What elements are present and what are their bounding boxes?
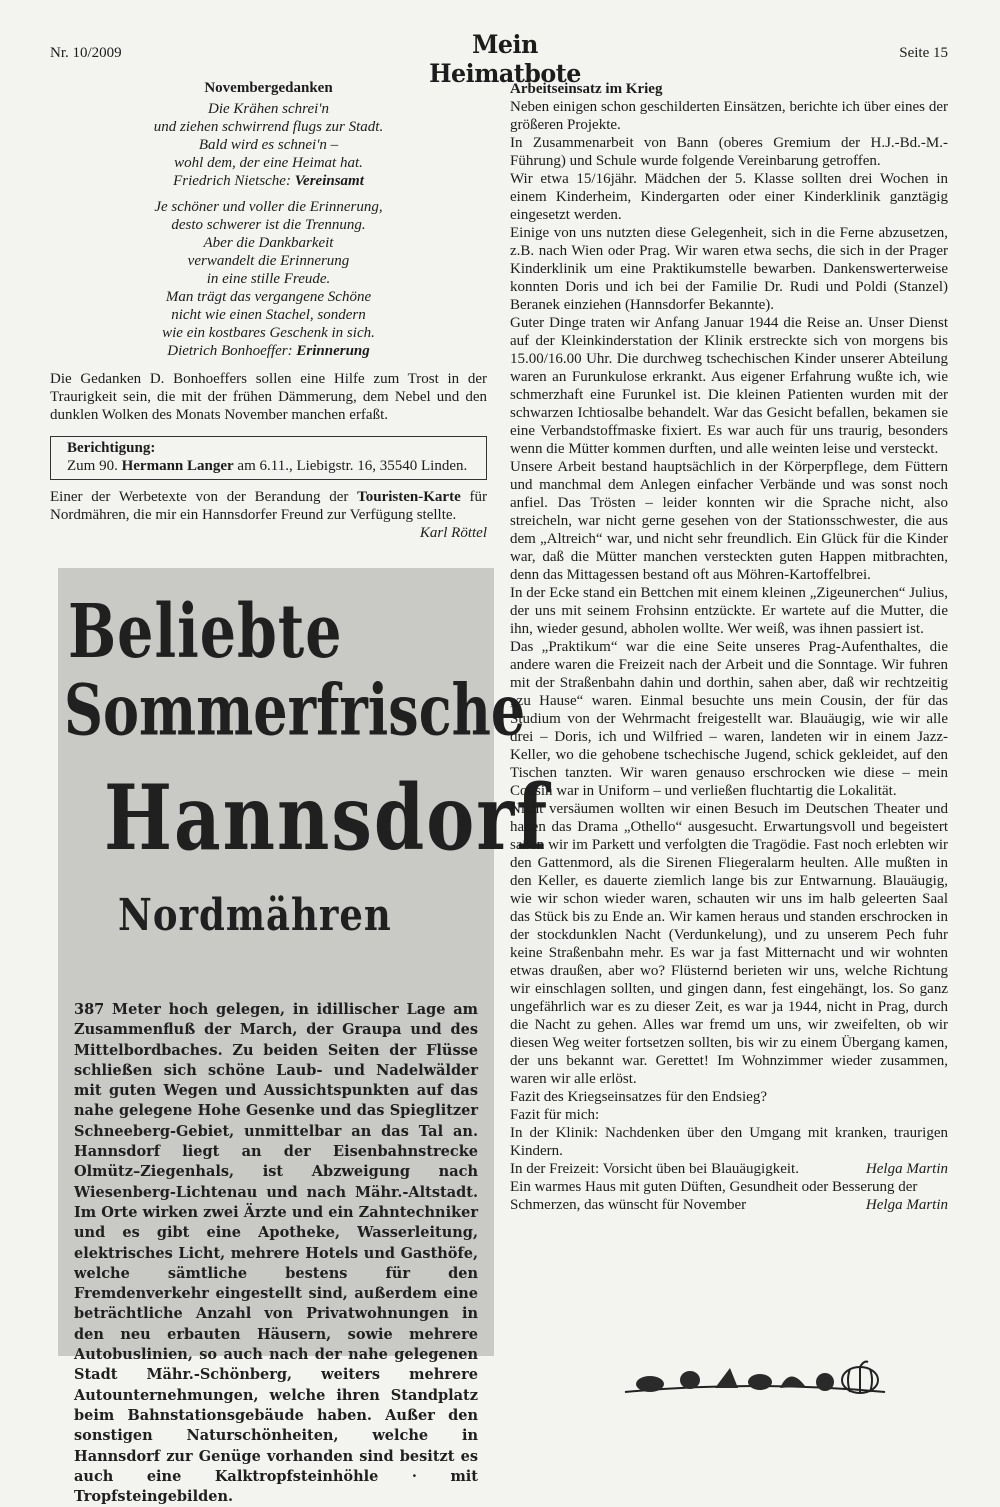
author-signature: Helga Martin — [865, 1161, 948, 1177]
signature-line-1 — [510, 1160, 948, 1178]
article-paragraph: Fazit des Kriegseinsatzes für den Endsieg? — [510, 1089, 767, 1105]
poem-line: und ziehen schwirrend flugs zur Stadt. — [153, 119, 384, 135]
ad-intro-post: für Nordmähren, die mir ein Hannsdorfer Freund zur Verfügung stellte. — [50, 489, 487, 523]
poem-line: Die Krähen schrei'n — [208, 101, 329, 117]
left-column — [50, 80, 487, 542]
poem-stanza-1 — [50, 100, 487, 190]
correction-name: Hermann Langer — [121, 458, 234, 474]
author-signature: Helga Martin — [865, 1197, 948, 1213]
poem-work: Erinnerung — [296, 343, 370, 359]
article-paragraph: Das „Praktikum“ war die eine Seite unseres Prag-Aufenthaltes, die andere waren die Freizeit nach der Arbeit und die Sonntage. Wir fuhren mit der Straßenbahn dahin und dorthin, sahen aber, daß wir rechtzeitig „zu Hause“ waren. Einmal besuchte uns mein Cousin, der für das Studium von der Wehrmacht freigestellt war. Blauäugig, wie wir alle drei – Doris, ich und Wilfried – waren, landeten wir in einem Jazz-Keller, wo die gehobene tschechische Jugend, schick gekleidet, auf den Tischen tanzten. Wir waren genauso erschrocken wie diese – mein Cousin war in Uniform – und verließen fluchtartig die Lokalität. — [510, 639, 948, 799]
closing-text-1: In der Freizeit: Vorsicht üben bei Blauäugigkeit. — [510, 1161, 799, 1177]
correction-text — [67, 457, 476, 475]
advertisement-image — [58, 568, 550, 1506]
ad-intro — [50, 488, 487, 542]
correction-post: am 6.11., Liebigstr. 16, 35540 Linden. — [233, 458, 468, 474]
bonhoeffer-paragraph: Die Gedanken D. Bonhoeffers sollen eine Hilfe zum Trost in der Traurigkeit sein, die mit der frühen Dämmerung, dem Nebel und den dunklen Wolken des Monats November manchen erfaßt. — [50, 371, 487, 423]
poem-block — [50, 100, 487, 360]
poem-line: desto schwerer ist die Trennung. — [171, 217, 366, 233]
article-paragraph: Fazit für mich: — [510, 1107, 600, 1123]
poem-line: Je schöner und voller die Erinnerung, — [154, 199, 383, 215]
article-paragraph: Guter Dinge traten wir Anfang Januar 1944 die Reise an. Unser Dienst auf der Kleinkinderstation der Klinik erstreckte sich von morgens bis 15.00/16.00 Uhr. Die durchweg tschechischen Kinder unserer Abteilung waren an Furunkulose erkrankt. Aus eigener Erfahrung wußte ich, wie schmerzhaft eine Furunkel ist. Die kleinen Patienten wurden mit der schwarzen Ichtiosalbe behandelt. War das Gesicht befallen, bekamen sie eine Verbandstoffmaske fixiert. Es war auch für uns traurig, besonders wenn die Mütter kommen durften, und alle weinten leise und versteckt. — [510, 315, 948, 457]
ad-headline-2: Sommerfrische — [64, 668, 526, 752]
article-paragraph: In Zusammenarbeit von Bann (oberes Gremium der H.J.-Bd.-M.-Führung) und Schule wurde folgende Vereinbarung getroffen. — [510, 135, 948, 169]
closing-line: Ein warmes Haus mit guten Düften, Gesundheit oder Besserung der — [510, 1179, 918, 1195]
correction-box — [50, 436, 487, 480]
ad-intro-bold: Touristen-Karte — [357, 489, 461, 505]
poem-line: wie ein kostbares Geschenk in sich. — [162, 325, 375, 341]
article-paragraph: Wir etwa 15/16jähr. Mädchen der 5. Klasse sollten drei Wochen in einem Kinderheim, Kindergarten oder einer Kinderklinik ganztägig eingesetzt werden. — [510, 171, 948, 223]
closing-text-2: Schmerzen, das wünscht für November — [510, 1197, 747, 1213]
article-paragraph: Unsere Arbeit bestand hauptsächlich in der Körperpflege, dem Füttern und manchmal dem Anlegen einfacher Verbände und was sonst noch anfiel. Das Trösten – leider konnten wir die Sprache nicht, also streicheln, war nicht gerne gesehen von der Stationsschwester, die aus dem „Altreich“ war, und nicht sehr freundlich. Ein Glück für die Kinder war, daß die Mütter manchen versteckten guten Happen mitbrachten, denn das Mittagessen bestand oft aus Möhren-Kartoffelbrei. — [510, 459, 948, 583]
ad-headline-3: Hannsdorf — [104, 764, 550, 871]
ad-body-text: 387 Meter hoch gelegen, in idillischer Lage am Zusammenfluß der March, der Graupa und des Mittelbordbaches. Zu beiden Seiten der Flüsse schließen sich schöne Laub- und Nadelwälder mit guten Wegen und Aussichtspunkten auf das nahe gelegene Hohe Gesenke und das Spieglitzer Schneeberg-Gebiet, unmittelbar an das Tal an. Hannsdorf liegt an der Eisenbahnstrecke Olmütz–Ziegenhals, ist Abzweigung nach Wiesenberg-Lichtenau und nach Mähr.-Altstadt. Im Orte wirken zwei Ärzte und ein Zahntechniker und es gibt eine Apotheke, Wasserleitung, elektrisches Licht, mehrere Hotels und Gasthöfe, welche sämtliche bestens für den Fremdenverkehr eingestellt sind, außerdem eine beträchtliche Anzahl von Privatwohnungen in den neu erbauten Häusern, sowie mehrere Autobuslinien, so auch nach der nahe gelegenen Stadt Mähr.-Schönberg, weiters mehrere Autounternehmungen, welche ihren Standplatz beim Bahnstationsgebäude haben. Außer den sonstigen Naturschönheiten, welche in Hannsdorf zur Genüge vorhanden sind besitzt es auch eine Kalktropfsteinhöhle · mit Tropfsteingebilden. — [74, 1001, 478, 1506]
article-paragraph: Neben einigen schon geschilderten Einsätzen, berichte ich über eines der größeren Projekte. — [510, 99, 948, 133]
article-paragraph: Nicht versäumen wollten wir einen Besuch im Deutschen Theater und haben das Drama „Othello“ ausgesucht. Erwartungsvoll und begeistert saßen wir im Parkett und verfolgten die Tragödie. Fast noch erlebten wir den Gattenmord, als die Sirenen Fliegeralarm heulten. Alle mußten in den Keller, es dauerte ziemlich lange bis zur Entwarnung. Blauäugig, wie wir schon wieder waren, schauten wir uns im halb geleerten Saal das Stück bis zu Ende an. Wir kamen heraus und standen erschrocken in der stockdunklen Nacht (Verdunkelung), und zu unserem Pech fuhr keine Straßenbahn mehr. Es war ja fast Mitternacht und wir wohnten etwas draußen, aber wo? Flüsternd berieten wir uns, welche Richtung wir einschlagen sollten, und gingen dann, fest eingehängt, los. So ganz ungefährlich war es zu dieser Zeit, es war ja 1944, nicht in Prag, durch die Nacht zu gehen. Alles war fremd um uns, wir zweifelten, ob wir diesen Weg weiter fortsetzen sollten, bis wir zu einem Übergang kamen, der uns bekannt war. Gerettet! Im Wohnzimmer wieder zusammen, waren wir alle erlöst. — [510, 801, 948, 1087]
ad-headline-1: Beliebte — [68, 588, 343, 676]
correction-pre: Zum 90. — [67, 458, 122, 474]
poem-title: Novembergedanken — [204, 80, 333, 96]
poem-line: Aber die Dankbarkeit — [203, 235, 334, 251]
poem-attribution — [50, 342, 487, 360]
poem-line: verwandelt die Erinnerung — [187, 253, 350, 269]
ad-intro-pre: Einer der Werbetexte von der Berandung der — [50, 489, 358, 505]
ad-headline-4: Nordmähren — [118, 888, 392, 941]
article-heading: Arbeitseinsatz im Krieg — [510, 81, 663, 97]
signature-line-2 — [510, 1196, 948, 1214]
poem-stanza-2 — [50, 198, 487, 360]
ad-intro-signature: Karl Röttel — [419, 525, 487, 541]
correction-title: Berichtigung: — [67, 440, 156, 456]
article-paragraph: In der Klinik: Nachdenken über den Umgang mit kranken, traurigen Kindern. — [510, 1125, 948, 1159]
poem-attribution — [50, 172, 487, 190]
poem-line: wohl dem, der eine Heimat hat. — [174, 155, 363, 171]
right-column — [510, 80, 948, 1214]
poem-author: Dietrich Bonhoeffer: — [167, 343, 297, 359]
poem-line: nicht wie einen Stachel, sondern — [171, 307, 366, 323]
poem-line: in eine stille Freude. — [206, 271, 331, 287]
article-paragraph: Einige von uns nutzten diese Gelegenheit, sich in die Ferne abzusetzen, z.B. nach Wien oder Prag. Wir waren etwa sechs, die sich in der Prager Kinderklinik um eine Praktikumstelle bewarben. Dankenswerterweise konnten Doris und ich bei der Familie Dr. Rudi und Poldi (Stanzel) Beranek einziehen (Hannsdorfer Bekannte). — [510, 225, 948, 313]
poem-line: Bald wird es schnei'n – — [198, 137, 339, 153]
page-number: Seite 15 — [899, 45, 948, 61]
article-paragraph: In der Ecke stand ein Bettchen mit einem kleinen „Zigeunerchen“ Julius, der uns mit seinem Frohsinn entzückte. Er wartete auf die Mutter, die ihn, wieder gesund, abholen wollte. Wer weiß, was ihnen passiert ist. — [510, 585, 948, 637]
issue-number: Nr. 10/2009 — [50, 45, 122, 61]
poem-author: Friedrich Nietsche: — [173, 173, 295, 189]
masthead-title: Mein Heimatbote — [429, 30, 581, 88]
poem-line: Man trägt das vergangene Schöne — [165, 289, 372, 305]
autumn-harvest-ornament-icon — [620, 1358, 890, 1398]
poem-work: Vereinsamt — [294, 173, 364, 189]
